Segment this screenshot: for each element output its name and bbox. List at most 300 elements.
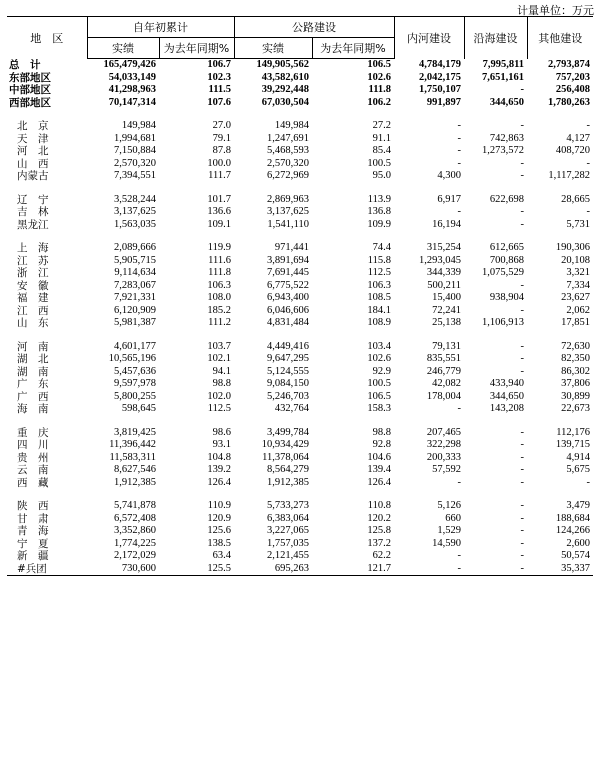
group-spacer xyxy=(7,489,593,500)
region-name: 上 海 xyxy=(17,242,49,254)
ytd-actual: 1,994,681 xyxy=(114,132,156,144)
inland-value: 4,784,179 xyxy=(419,58,461,70)
header-coastal: 沿海建设 xyxy=(464,17,527,59)
ytd-yoy: 185.2 xyxy=(207,304,231,316)
highway-yoy: 112.5 xyxy=(367,267,391,278)
highway-yoy: 184.1 xyxy=(367,304,391,316)
other-value: 2,793,874 xyxy=(548,58,590,70)
highway-yoy: 100.5 xyxy=(367,378,391,389)
inland-value: - xyxy=(457,550,461,561)
region-name: 贵 州 xyxy=(17,451,49,464)
ytd-yoy: 101.7 xyxy=(207,193,231,205)
spacer-cell xyxy=(7,489,593,500)
ytd-actual: 7,921,331 xyxy=(114,292,156,303)
other-value: 82,350 xyxy=(561,353,590,364)
highway-actual: 5,246,703 xyxy=(267,390,309,402)
summary-row xyxy=(7,84,593,97)
coastal-value: - xyxy=(520,426,524,438)
spacer-cell xyxy=(7,231,593,242)
highway-yoy: 106.2 xyxy=(367,96,391,108)
highway-actual: 695,263 xyxy=(234,563,312,576)
ytd-yoy: 103.7 xyxy=(207,340,231,352)
table-row xyxy=(7,378,593,391)
ytd-yoy: 138.5 xyxy=(207,537,231,549)
other-value: 23,627 xyxy=(561,292,590,303)
highway-actual: 4,831,484 xyxy=(267,317,309,328)
ytd-actual: 1,912,385 xyxy=(114,476,156,488)
region-name: 陕 西 xyxy=(17,500,49,512)
inland-value: 16,194 xyxy=(432,218,461,230)
other-value: 35,337 xyxy=(527,563,593,576)
unit-label: 计量单位：万元 xyxy=(517,4,594,17)
highway-actual: 11,378,064 xyxy=(262,451,309,463)
coastal-value: - xyxy=(520,206,524,217)
coastal-value: - xyxy=(520,476,524,488)
coastal-value: 742,863 xyxy=(489,132,524,144)
highway-actual: 39,292,448 xyxy=(261,84,309,95)
ytd-actual: 9,597,978 xyxy=(114,378,156,389)
highway-yoy: 110.8 xyxy=(367,500,391,511)
inland-value: 4,300 xyxy=(437,170,461,181)
inland-value: - xyxy=(457,157,461,169)
highway-yoy: 62.2 xyxy=(372,550,391,561)
summary-row xyxy=(7,59,593,72)
highway-yoy: 139.4 xyxy=(367,464,391,475)
other-value: 124,266 xyxy=(555,525,590,536)
highway-yoy: 91.1 xyxy=(372,132,391,144)
inland-value: - xyxy=(457,145,461,156)
inland-value: 991,897 xyxy=(426,96,461,108)
table-row xyxy=(7,292,593,305)
highway-actual: 1,757,035 xyxy=(267,537,309,549)
table-row xyxy=(7,403,593,416)
region-name: 海 南 xyxy=(17,403,49,415)
ytd-yoy: 106.7 xyxy=(207,59,231,70)
ytd-yoy: 111.6 xyxy=(208,254,231,266)
inland-value: 660 xyxy=(445,512,461,524)
inland-value: 25,138 xyxy=(432,317,461,328)
highway-yoy: 111.8 xyxy=(368,84,391,95)
table-row xyxy=(7,500,593,513)
highway-yoy: 115.8 xyxy=(367,254,391,266)
highway-yoy: 121.7 xyxy=(312,563,394,576)
region-name: 广 西 xyxy=(17,390,49,403)
inland-value: - xyxy=(394,563,464,576)
highway-actual: 971,441 xyxy=(274,242,309,253)
table-row xyxy=(7,452,593,465)
inland-value: - xyxy=(457,120,461,131)
ytd-yoy: 111.7 xyxy=(208,170,231,181)
ytd-actual: 149,984 xyxy=(121,120,156,131)
highway-yoy: 126.4 xyxy=(367,476,391,488)
highway-actual: 5,124,555 xyxy=(267,365,309,377)
table-row xyxy=(7,391,593,404)
other-value: 1,780,263 xyxy=(548,96,590,108)
ytd-actual: 7,394,551 xyxy=(114,170,156,181)
group-spacer xyxy=(7,109,593,120)
ytd-actual: 1,563,035 xyxy=(114,218,156,230)
ytd-actual: 165,479,426 xyxy=(103,59,156,70)
ytd-yoy: 136.6 xyxy=(207,206,231,217)
highway-yoy: 108.9 xyxy=(367,317,391,328)
inland-value: - xyxy=(457,132,461,144)
highway-actual: 9,084,150 xyxy=(267,378,309,389)
highway-yoy: 106.5 xyxy=(367,390,391,402)
table-row xyxy=(7,464,593,477)
table-row xyxy=(7,145,593,158)
region-name: 安 徽 xyxy=(17,279,49,292)
header-highway-yoy: 为去年同期% xyxy=(312,38,394,59)
coastal-value: 938,904 xyxy=(489,292,524,303)
ytd-actual: 41,298,963 xyxy=(108,84,156,95)
other-value: 5,675 xyxy=(566,464,590,475)
table-row xyxy=(7,194,593,207)
other-value: - xyxy=(586,157,590,169)
ytd-actual: 5,800,255 xyxy=(114,390,156,402)
highway-actual: 6,272,969 xyxy=(267,170,309,181)
ytd-yoy: 120.9 xyxy=(207,512,231,524)
region-name: 云 南 xyxy=(17,464,49,476)
region-name: 湖 北 xyxy=(17,353,49,365)
region-name: 辽 宁 xyxy=(17,193,49,206)
highway-yoy: 85.4 xyxy=(372,145,391,156)
region-name: 甘 肃 xyxy=(17,512,49,525)
inland-value: 246,779 xyxy=(426,365,461,377)
table-row xyxy=(7,305,593,318)
region-name: 西 藏 xyxy=(17,476,49,489)
other-value: 188,684 xyxy=(555,512,590,524)
coastal-value: 7,995,811 xyxy=(482,58,524,70)
highway-actual: 432,764 xyxy=(274,403,309,414)
header-ytd-actual: 实绩 xyxy=(87,38,159,59)
highway-actual: 3,137,625 xyxy=(267,206,309,217)
table-row xyxy=(7,280,593,293)
ytd-actual: 5,981,387 xyxy=(114,317,156,328)
inland-value: - xyxy=(457,206,461,217)
group-spacer xyxy=(7,330,593,341)
ytd-actual: 5,741,878 xyxy=(114,500,156,511)
inland-value: 207,465 xyxy=(426,426,461,438)
highway-yoy: 102.6 xyxy=(367,353,391,364)
ytd-yoy: 125.5 xyxy=(159,563,234,576)
group-spacer xyxy=(7,231,593,242)
region-name: 天 津 xyxy=(17,132,49,145)
highway-actual: 149,905,562 xyxy=(256,59,309,70)
table-row xyxy=(7,341,593,354)
other-value: 30,899 xyxy=(561,390,590,402)
coastal-value: - xyxy=(464,563,527,576)
region-name: 河 南 xyxy=(17,340,49,353)
highway-yoy: 158.3 xyxy=(367,403,391,414)
region-name: 宁 夏 xyxy=(17,537,49,550)
highway-actual: 6,943,400 xyxy=(267,292,309,303)
highway-yoy: 27.2 xyxy=(372,120,391,131)
inland-value: 42,082 xyxy=(432,378,461,389)
ytd-yoy: 94.1 xyxy=(212,365,231,377)
ytd-yoy: 112.5 xyxy=(207,403,231,414)
coastal-value: - xyxy=(520,512,524,524)
ytd-actual: 4,601,177 xyxy=(114,340,156,352)
table-body xyxy=(7,59,593,576)
header-other: 其他建设 xyxy=(527,17,593,59)
coastal-value: 612,665 xyxy=(489,242,524,253)
ytd-actual: 9,114,634 xyxy=(114,267,156,278)
coastal-value: - xyxy=(520,451,524,463)
inland-value: 322,298 xyxy=(426,439,461,450)
highway-yoy: 137.2 xyxy=(367,537,391,549)
ytd-yoy: 102.1 xyxy=(207,353,231,364)
coastal-value: - xyxy=(520,84,524,95)
highway-actual: 1,247,691 xyxy=(267,132,309,144)
other-value: 72,630 xyxy=(561,340,590,352)
region-name: 江 西 xyxy=(17,304,49,317)
other-value: 256,408 xyxy=(555,84,590,95)
inland-value: 344,339 xyxy=(426,267,461,278)
spacer-cell xyxy=(7,416,593,427)
highway-actual: 1,912,385 xyxy=(267,476,309,488)
highway-actual: 4,449,416 xyxy=(267,340,309,352)
other-value: 20,108 xyxy=(561,254,590,266)
ytd-yoy: 102.0 xyxy=(207,390,231,402)
highway-actual: 149,984 xyxy=(274,120,309,131)
highway-actual: 7,691,445 xyxy=(267,267,309,278)
header-ytd: 自年初累计 xyxy=(87,17,234,38)
highway-actual: 67,030,504 xyxy=(261,96,309,108)
coastal-value: - xyxy=(520,218,524,230)
inland-value: 57,592 xyxy=(432,464,461,475)
inland-value: 315,254 xyxy=(426,242,461,253)
ytd-actual: 2,089,666 xyxy=(114,242,156,253)
coastal-value: 1,273,572 xyxy=(482,145,524,156)
ytd-yoy: 111.8 xyxy=(208,267,231,278)
other-value: 17,851 xyxy=(561,317,590,328)
ytd-yoy: 79.1 xyxy=(212,132,231,144)
ytd-yoy: 119.9 xyxy=(207,242,231,253)
ytd-yoy: 102.3 xyxy=(207,71,231,83)
coastal-value: 344,650 xyxy=(489,390,524,402)
highway-yoy: 102.6 xyxy=(367,71,391,83)
coastal-value: 1,075,529 xyxy=(482,267,524,278)
highway-yoy: 108.5 xyxy=(367,292,391,303)
ytd-yoy: 87.8 xyxy=(212,145,231,156)
coastal-value: - xyxy=(520,537,524,549)
ytd-yoy: 139.2 xyxy=(207,464,231,475)
table-row xyxy=(7,158,593,171)
coastal-value: 622,698 xyxy=(489,193,524,205)
ytd-actual: 6,572,408 xyxy=(114,512,156,524)
ytd-actual: 2,570,320 xyxy=(114,157,156,169)
region-name: 浙 江 xyxy=(17,267,49,279)
inland-value: 178,004 xyxy=(426,390,461,402)
region-name: 内蒙古 xyxy=(17,170,49,182)
other-value: 7,334 xyxy=(566,279,590,291)
ytd-actual: 7,150,884 xyxy=(114,145,156,156)
region-name: 青 海 xyxy=(17,525,49,537)
table-row xyxy=(7,538,593,551)
region-name: #兵团 xyxy=(7,563,87,576)
ytd-yoy: 98.6 xyxy=(212,426,231,438)
ytd-yoy: 100.0 xyxy=(207,157,231,169)
table-row xyxy=(7,427,593,440)
header-ytd-yoy: 为去年同期% xyxy=(159,38,234,59)
table-row xyxy=(7,219,593,232)
ytd-actual: 6,120,909 xyxy=(114,304,156,316)
other-value: 4,127 xyxy=(566,132,590,144)
region-name: 河 北 xyxy=(17,145,49,157)
ytd-actual: 54,033,149 xyxy=(108,71,156,83)
highway-yoy: 113.9 xyxy=(367,193,391,205)
inland-value: 6,917 xyxy=(437,193,461,205)
region-name: 西部地区 xyxy=(9,96,51,109)
inland-value: 1,750,107 xyxy=(419,84,461,95)
ytd-yoy: 126.4 xyxy=(207,476,231,488)
highway-yoy: 92.8 xyxy=(372,439,391,450)
table-header xyxy=(7,17,593,59)
inland-value: 15,400 xyxy=(432,292,461,303)
other-value: 5,731 xyxy=(566,218,590,230)
region-name: 北 京 xyxy=(17,120,49,132)
region-name: 山 西 xyxy=(17,157,49,170)
ytd-actual: 5,457,636 xyxy=(114,365,156,377)
other-value: 2,600 xyxy=(566,537,590,549)
coastal-value: - xyxy=(520,279,524,291)
table-row xyxy=(7,242,593,255)
inland-value: 5,126 xyxy=(437,500,461,511)
coastal-value: - xyxy=(520,120,524,131)
other-value: 3,479 xyxy=(566,500,590,511)
other-value: 37,806 xyxy=(561,378,590,389)
highway-yoy: 98.8 xyxy=(372,426,391,438)
table-row xyxy=(7,550,593,563)
coastal-value: - xyxy=(520,340,524,352)
ytd-yoy: 111.2 xyxy=(208,317,231,328)
coastal-value: 7,651,161 xyxy=(482,71,524,83)
ytd-actual: 1,774,225 xyxy=(114,537,156,549)
ytd-actual: 10,565,196 xyxy=(108,353,156,364)
other-value: - xyxy=(586,120,590,131)
region-name: 黑龙江 xyxy=(17,218,49,231)
inland-value: 500,211 xyxy=(427,279,461,291)
other-value: 2,062 xyxy=(566,304,590,316)
region-name: 总 计 xyxy=(9,58,41,71)
coastal-value: 1,106,913 xyxy=(482,317,524,328)
other-value: 1,117,282 xyxy=(548,170,590,181)
highway-actual: 2,869,963 xyxy=(267,193,309,205)
highway-actual: 1,541,110 xyxy=(267,218,309,230)
table-row xyxy=(7,133,593,146)
coastal-value: - xyxy=(520,157,524,169)
coastal-value: - xyxy=(520,304,524,316)
inland-value: 79,131 xyxy=(432,340,461,352)
other-value: 86,302 xyxy=(561,365,590,377)
ytd-yoy: 106.3 xyxy=(207,279,231,291)
inland-value: 2,042,175 xyxy=(419,71,461,83)
region-name: 福 建 xyxy=(17,292,49,304)
ytd-actual: 730,600 xyxy=(87,563,159,576)
highway-actual: 3,891,694 xyxy=(267,254,309,266)
table-row xyxy=(7,255,593,268)
region-name: 广 东 xyxy=(17,378,49,390)
region-name: 重 庆 xyxy=(17,426,49,439)
highway-actual: 8,564,279 xyxy=(267,464,309,475)
table-row xyxy=(7,563,593,576)
table-row xyxy=(7,120,593,133)
coastal-value: - xyxy=(520,550,524,561)
table-row xyxy=(7,513,593,526)
highway-actual: 6,775,522 xyxy=(267,279,309,291)
table-row xyxy=(7,477,593,490)
highway-yoy: 136.8 xyxy=(367,206,391,217)
coastal-value: - xyxy=(520,365,524,377)
ytd-actual: 5,905,715 xyxy=(114,254,156,266)
group-spacer xyxy=(7,416,593,427)
ytd-yoy: 107.6 xyxy=(207,96,231,108)
highway-actual: 10,934,429 xyxy=(261,439,309,450)
ytd-actual: 598,645 xyxy=(121,403,156,414)
ytd-yoy: 108.0 xyxy=(207,292,231,303)
inland-value: 1,293,045 xyxy=(419,254,461,266)
other-value: 112,176 xyxy=(556,426,590,438)
coastal-value: - xyxy=(520,525,524,536)
coastal-value: 143,208 xyxy=(489,403,524,414)
other-value: 3,321 xyxy=(566,267,590,278)
region-name: 四 川 xyxy=(17,439,49,451)
header-highway-actual: 实绩 xyxy=(234,38,312,59)
ytd-yoy: 93.1 xyxy=(212,439,231,450)
region-name: 吉 林 xyxy=(17,206,49,218)
highway-actual: 5,733,273 xyxy=(267,500,309,511)
coastal-value: 433,940 xyxy=(489,378,524,389)
other-value: 4,914 xyxy=(566,451,590,463)
region-name: 东部地区 xyxy=(9,71,51,84)
highway-actual: 6,046,606 xyxy=(267,304,309,316)
highway-yoy: 92.9 xyxy=(372,365,391,377)
ytd-yoy: 111.5 xyxy=(208,84,231,95)
header-region: 地 区 xyxy=(7,17,87,59)
other-value: 139,715 xyxy=(555,439,590,450)
highway-yoy: 100.5 xyxy=(367,157,391,169)
ytd-actual: 11,396,442 xyxy=(109,439,156,450)
coastal-value: - xyxy=(520,170,524,181)
inland-value: 1,529 xyxy=(437,525,461,536)
region-name: 新 疆 xyxy=(17,550,49,562)
coastal-value: - xyxy=(520,464,524,475)
coastal-value: - xyxy=(520,439,524,450)
table-row xyxy=(7,317,593,330)
summary-row xyxy=(7,97,593,110)
other-value: - xyxy=(586,206,590,217)
table-row xyxy=(7,206,593,219)
other-value: 22,673 xyxy=(561,403,590,414)
coastal-value: 700,868 xyxy=(489,254,524,266)
table-row xyxy=(7,366,593,379)
ytd-actual: 3,819,425 xyxy=(114,426,156,438)
highway-yoy: 106.3 xyxy=(367,279,391,291)
other-value: - xyxy=(586,476,590,488)
other-value: 28,665 xyxy=(561,193,590,205)
coastal-value: - xyxy=(520,353,524,364)
highway-yoy: 95.0 xyxy=(372,170,391,181)
summary-row xyxy=(7,72,593,85)
table-row xyxy=(7,439,593,452)
region-name: 湖 南 xyxy=(17,365,49,378)
coastal-value: - xyxy=(520,500,524,511)
spacer-cell xyxy=(7,109,593,120)
coastal-value: 344,650 xyxy=(489,96,524,108)
highway-yoy: 104.6 xyxy=(367,451,391,463)
spacer-cell xyxy=(7,330,593,341)
other-value: 757,203 xyxy=(555,71,590,83)
